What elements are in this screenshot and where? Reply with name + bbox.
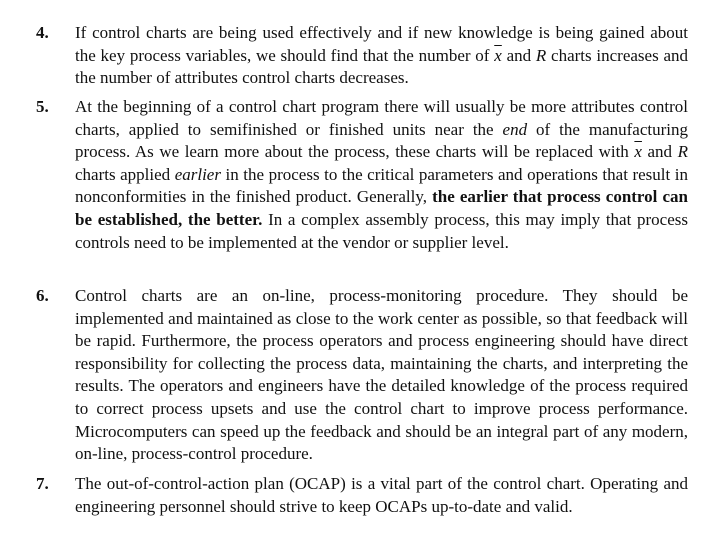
list-item-6 (36, 285, 688, 466)
item-paragraph: At the beginning of a control chart program there will usually be more attributes control charts, applied to semifinished or finished units near the end of the manufacturing process. As we learn more about the process, these charts will be replaced with $\overline{x}$ and R charts applied earlier in the process to the critical parameters and operations that result in nonconformities in the finished product. Generally, the earlier that process control can be established, the better. In a complex assembly process, this may imply that process controls need to be implemented at the vendor or supplier level. (75, 97, 689, 252)
item-number: 6. (36, 286, 49, 305)
list-item-5 (36, 96, 688, 254)
item-paragraph: Control charts are an on-line, process-monitoring procedure. They should be implemented and maintained as close to the work center as possible, so that feedback will be rapid. Furthermore, the process operators and process engineering should have direct responsibility for collecting the process data, maintaining the charts, and interpreting the results. The operators and engineers have the detailed knowledge of the process required to correct process upsets and use the control chart to improve process performance. Microcomputers can speed up the feedback and should be an integral part of any modern, on-line, process-control procedure. (75, 286, 688, 464)
item-number: 7. (36, 474, 49, 493)
list-item-7 (36, 473, 688, 518)
list-item-4 (36, 22, 688, 90)
item-paragraph: If control charts are being used effectively and if new knowledge is being gained about the key process variables, we should find that the number of $\overline{x}$ and R charts increases and the number of attributes control charts decreases. (75, 23, 689, 88)
item-number: 5. (36, 97, 49, 116)
item-number: 4. (36, 23, 49, 42)
item-paragraph: The out-of-control-action plan (OCAP) is a vital part of the control chart. Operating and engineering personnel should strive to keep OCAPs up-to-date and valid. (75, 474, 688, 516)
